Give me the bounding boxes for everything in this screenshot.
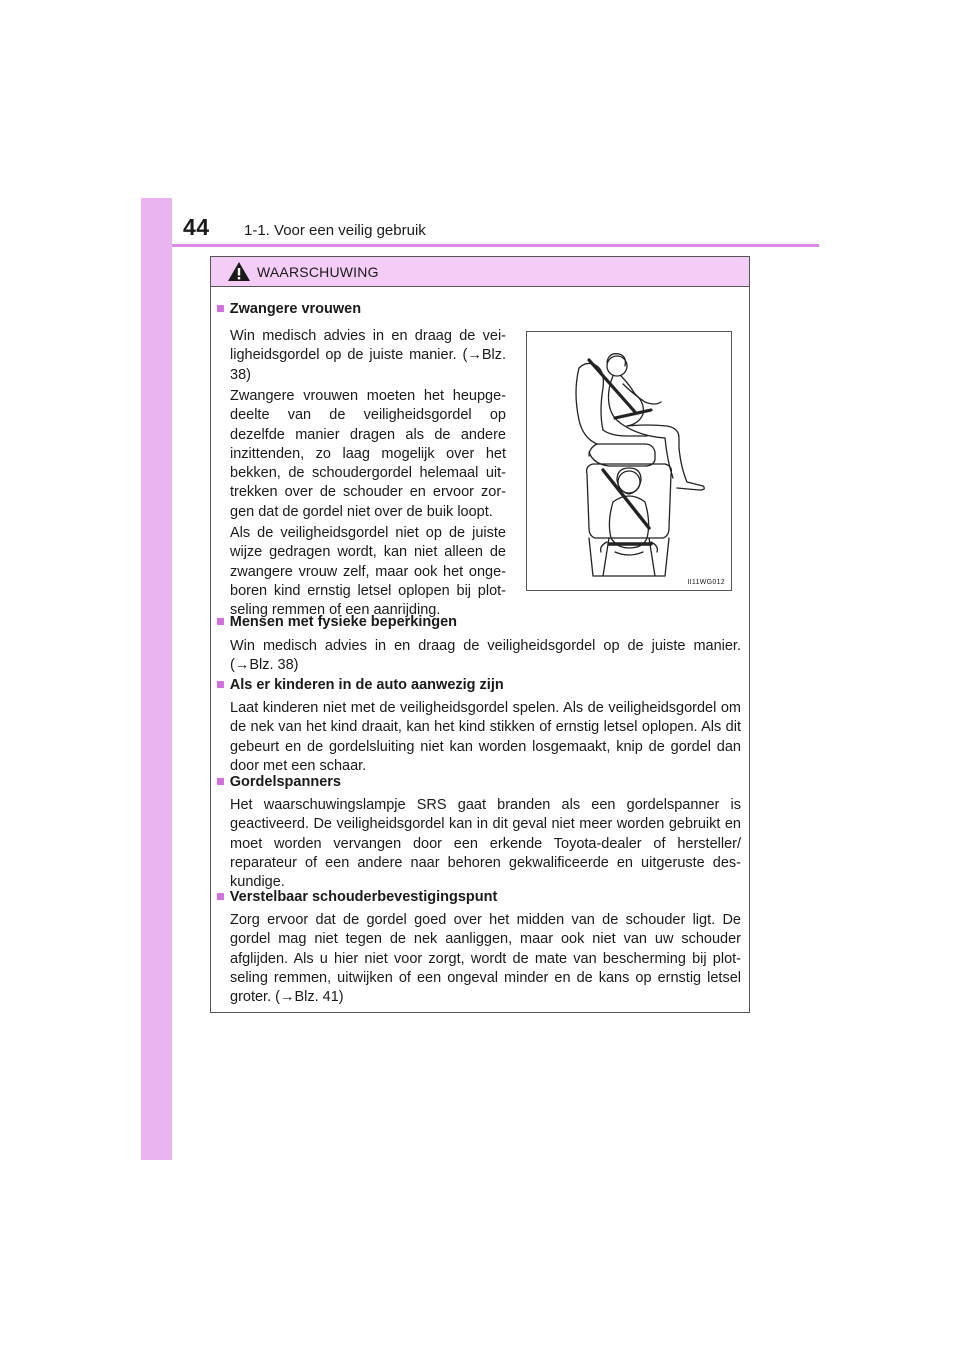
paragraph-anchor: Zorg ervoor dat de gordel goed over het midden van de schouder ligt. De gordel mag niet tegen de nek aanliggen, maar ook niet van uw schouder afglijden. Als u hier niet voor zorgt, wordt de mate van bescherming bij plot-seling remmen, uitwijken of een ongeval minder en de kans op ernstig letsel groter. (→Blz. 41) — [230, 912, 741, 1006]
bullet-square-icon: ■ — [216, 889, 225, 905]
paragraph-pregnant-2: Zwangere vrouwen moeten het heupge-deelte van de veiligheidsgordel op dezelfde manier dragen als de andere inzittenden, zo laag mogelijk over het bekken, de schoudergordel helemaal uit-trekken over de schouder en ervoor zor-gen dat de gordel niet over de buik loopt. — [230, 388, 506, 520]
chapter-side-band — [141, 198, 172, 1160]
pregnant-woman-seatbelt-image — [527, 332, 731, 590]
warning-triangle-icon — [227, 261, 251, 282]
item-heading-anchor: ■ Verstelbaar schouderbevestigingspunt — [216, 889, 498, 905]
bullet-square-icon: ■ — [216, 301, 225, 317]
paragraph-pregnant-3: Als de veiligheidsgordel niet op de juiste wijze gedragen wordt, kan niet alleen de zwangere vrouw zelf, maar ook het onge-boren kind ernstig letsel oplopen bij plot-seling remmen of een aanrijding. — [230, 525, 506, 619]
seatbelt-pregnant-illustration — [526, 331, 732, 591]
paragraph-physical: Win medisch advies in en draag de veiligheidsgordel op de juiste manier. (→Blz. 38) — [230, 638, 741, 674]
figure-code: II11WG012 — [687, 579, 725, 586]
warning-header — [211, 257, 749, 287]
section-title: 1-1. Voor een veilig gebruik — [244, 222, 426, 239]
warning-title: WAARSCHUWING — [257, 264, 379, 280]
warning-box — [210, 256, 750, 1013]
paragraph-children: Laat kinderen niet met de veiligheidsgordel spelen. Als de veiligheidsgordel om de nek van het kind draait, kan het kind stikken of ernstig letsel oplopen. Als dit gebeurt en de gordelsluiting niet kan worden losgemaakt, knip de gordel dan door met een schaar. — [230, 700, 741, 774]
bullet-square-icon: ■ — [216, 774, 225, 790]
page-number: 44 — [183, 214, 210, 240]
item-heading-physical: ■ Mensen met fysieke beperkingen — [216, 614, 458, 630]
item-heading-children: ■ Als er kinderen in de auto aanwezig zijn — [216, 677, 504, 693]
item-heading-pretensioners: ■ Gordelspanners — [216, 774, 341, 790]
item-heading-pregnant: ■ Zwangere vrouwen — [216, 301, 362, 317]
paragraph-pretensioners: Het waarschuwingslampje SRS gaat branden als een gordelspanner is geactiveerd. De veiligheidsgordel kan in dit geval niet meer worden gebruikt en moet worden vervangen door een erkende Toyota-dealer of hersteller/ reparateur of een andere naar behoren gekwalificeerde en uitgeruste des-kundige. — [230, 797, 741, 891]
header-rule — [172, 244, 819, 247]
bullet-square-icon: ■ — [216, 677, 225, 693]
paragraph-pregnant-1: Win medisch advies in en draag de vei-ligheidsgordel op de juiste manier. (→Blz. 38) — [230, 328, 506, 383]
bullet-square-icon: ■ — [216, 614, 225, 630]
